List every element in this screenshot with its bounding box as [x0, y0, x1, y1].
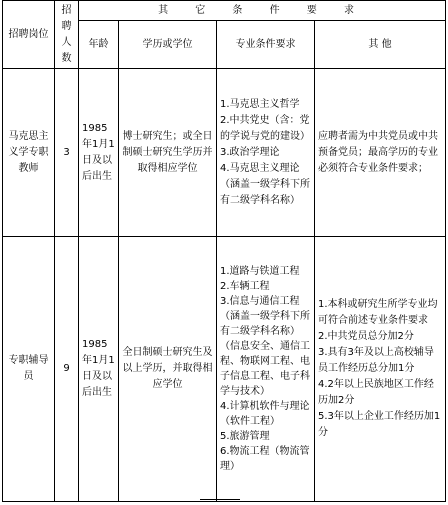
age-text: 1985年1月1日及以后出生 — [82, 339, 115, 398]
header-other-conditions — [79, 1, 446, 21]
position-text: 马克思主义学专职教师 — [8, 130, 49, 174]
header-row-top — [3, 1, 446, 21]
cell-education — [119, 69, 217, 237]
major-item: 6.物流工程（物流管理） — [220, 446, 310, 472]
major-item: 4.马克思主义理论（涵盖一级学科下所有二级学科名称） — [220, 162, 310, 206]
header-other-conditions-text: 其 它 条 件 要 求 — [158, 4, 366, 16]
header-education-text: 学历或学位 — [142, 38, 193, 50]
cell-position — [3, 69, 55, 237]
header-count — [55, 1, 79, 69]
header-age — [79, 21, 119, 69]
header-position — [3, 1, 55, 69]
major-item: 4.计算机软件与理论（软件工程） — [220, 401, 310, 427]
major-item: 2.车辆工程 — [220, 281, 270, 292]
header-major — [217, 21, 315, 69]
page-fragment-line — [200, 499, 240, 500]
table-row — [3, 237, 446, 502]
education-text: 博士研究生；或全日制硕士研究生学历并取得相应学位 — [122, 130, 213, 174]
count-text: 3 — [63, 146, 70, 158]
other-item: 3.具有3年及以上高校辅导员工作经历总分加1分 — [318, 347, 434, 374]
other-text: 应聘者需为中共党员或中共预备党员；最高学历的专业必须符合专业条件要求； — [318, 130, 438, 174]
other-item: 4.2年以上民族地区工作经历加2分 — [318, 379, 434, 406]
major-item: 3.信息与通信工程（涵盖一级学科下所有二级学科名称）（信息安全、通信工程、物联网工程、电子信息工程、电子科学与技术） — [220, 296, 310, 397]
header-other-text: 其 他 — [368, 38, 392, 50]
other-item: 5.3年以上企业工作经历加1分 — [318, 411, 441, 438]
cell-education — [119, 237, 217, 502]
major-item: 2.中共党史（含：党的学说与党的建设） — [220, 114, 310, 142]
header-major-text: 专业条件要求 — [235, 38, 296, 50]
major-item: 3.政治学理论 — [220, 146, 280, 158]
cell-position — [3, 237, 55, 502]
header-position-text: 招聘岗位 — [8, 28, 49, 40]
other-item: 1.本科或研究生所学专业均可符合前述专业条件要求 — [318, 299, 438, 326]
count-text: 9 — [63, 363, 70, 374]
header-count-text: 招聘人数 — [61, 4, 72, 64]
cell-age — [79, 237, 119, 502]
table-row — [3, 69, 446, 237]
cell-other — [315, 69, 446, 237]
other-item: 2.中共党员总分加2分 — [318, 331, 414, 342]
major-item: 5.旅游管理 — [220, 431, 270, 442]
cell-count — [55, 69, 79, 237]
major-item: 1.马克思主义哲学 — [220, 98, 300, 110]
cell-age — [79, 69, 119, 237]
cell-major — [217, 237, 315, 502]
major-item: 1.道路与铁道工程 — [220, 266, 300, 277]
age-text: 1985年1月1日及以后出生 — [82, 122, 115, 182]
position-text: 专职辅导员 — [8, 355, 49, 382]
header-other — [315, 21, 446, 69]
cell-other — [315, 237, 446, 502]
cell-major — [217, 69, 315, 237]
header-education — [119, 21, 217, 69]
education-text: 全日制硕士研究生及以上学历，并取得相应学位 — [122, 347, 213, 390]
cell-count — [55, 237, 79, 502]
header-age-text: 年龄 — [88, 38, 109, 50]
recruitment-table — [2, 0, 446, 502]
